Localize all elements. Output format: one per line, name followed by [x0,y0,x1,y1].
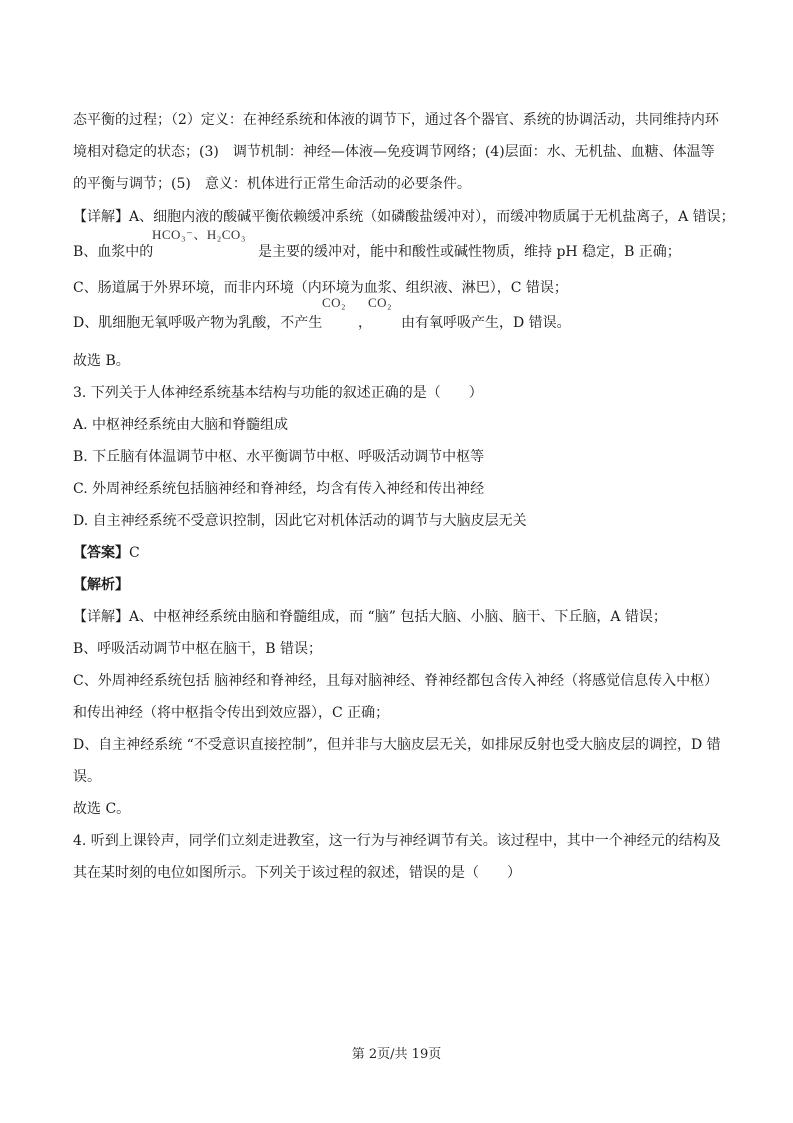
option-a: A. 中枢神经系统由大脑和脊髓组成 [73,417,289,433]
text-fragment: ， [358,315,372,331]
question-stem: 4. 听到上课铃声，同学们立刻走进教室，这一行为与神经调节有关。该过程中，其中一个神经元的结构及 [73,833,721,849]
text-line: 态平衡的过程；（2）定义：在神经系统和体液的调节下，通过各个器官、系统的协调活动，共同维持内环 [73,112,719,128]
answer-value: C [129,545,140,561]
text-line: 和传出神经（将中枢指令传出到效应器），C 正确； [73,705,390,721]
answer-line [73,543,753,563]
text-fragment: D、肌细胞无氧呼吸产物为乳酸，不产生 [73,315,323,331]
text-line: 误。 [73,769,101,785]
question-stem: 3. 下列关于人体神经系统基本结构与功能的叙述正确的是（ ） [73,385,483,401]
answer-label: 【答案】 [73,545,129,561]
option-d: D. 自主神经系统不受意识控制，因此它对机体活动的调节与大脑皮层无关 [73,513,527,529]
analysis-label: 【解析】 [73,577,129,593]
text-fragment: B、血浆中的 [73,244,154,260]
text-line: B、呼吸活动调节中枢在脑干，B 错误； [73,641,323,657]
text-line: D、自主神经系统 “不受意识直接控制”，但并非与大脑皮层无关，如排尿反射也受大脑皮层的调控，D 错 [73,737,721,753]
question-stem: 其在某时刻的电位如图所示。下列关于该过程的叙述，错误的是（ ） [73,865,521,881]
text-line: 故选 B。 [73,353,130,369]
formula-co2: CO₂ [368,295,393,310]
text-fragment: 是主要的缓冲对，能中和酸性或碱性物质，维持 pH 稳定，B 正确； [258,244,681,260]
text-line: C、肠道属于外界环境，而非内环境（内环境为血浆、组织液、淋巴），C 错误； [73,280,568,296]
text-line: 境相对稳定的状态；(3) 调节机制：神经—体液—免疫调节网络；(4)层面：水、无机盐、血糖、体温等 [73,144,715,160]
option-b: B. 下丘脑有体温调节中枢、水平衡调节中枢、呼吸活动调节中枢等 [73,449,485,465]
formula-hco3-h2co3: HCO₃⁻、H₂CO₃ [152,227,246,242]
text-line: 【详解】A、细胞内液的酸碱平衡依赖缓冲系统（如磷酸盐缓冲对），而缓冲物质属于无机盐离子，A 错误； [73,209,735,225]
page-number: 第 2页/共 19页 [351,1047,442,1062]
option-c: C. 外周神经系统包括脑神经和脊神经，均含有传入神经和传出神经 [73,481,485,497]
formula-co2: CO₂ [322,295,347,310]
text-line: 的平衡与调节；(5) 意义：机体进行正常生命活动的必要条件。 [73,176,471,192]
text-line: 故选 C。 [73,801,131,817]
text-line: C、外周神经系统包括 脑神经和脊神经，且每对脑神经、脊神经都包含传入神经（将感觉信息传入中枢） [73,673,719,689]
text-line: 【详解】A、中枢神经系统由脑和脊髓组成，而 “脑” 包括大脑、小脑、脑干、下丘脑，A 错误； [73,609,667,625]
text-fragment: 由有氧呼吸产生，D 错误。 [401,315,571,331]
